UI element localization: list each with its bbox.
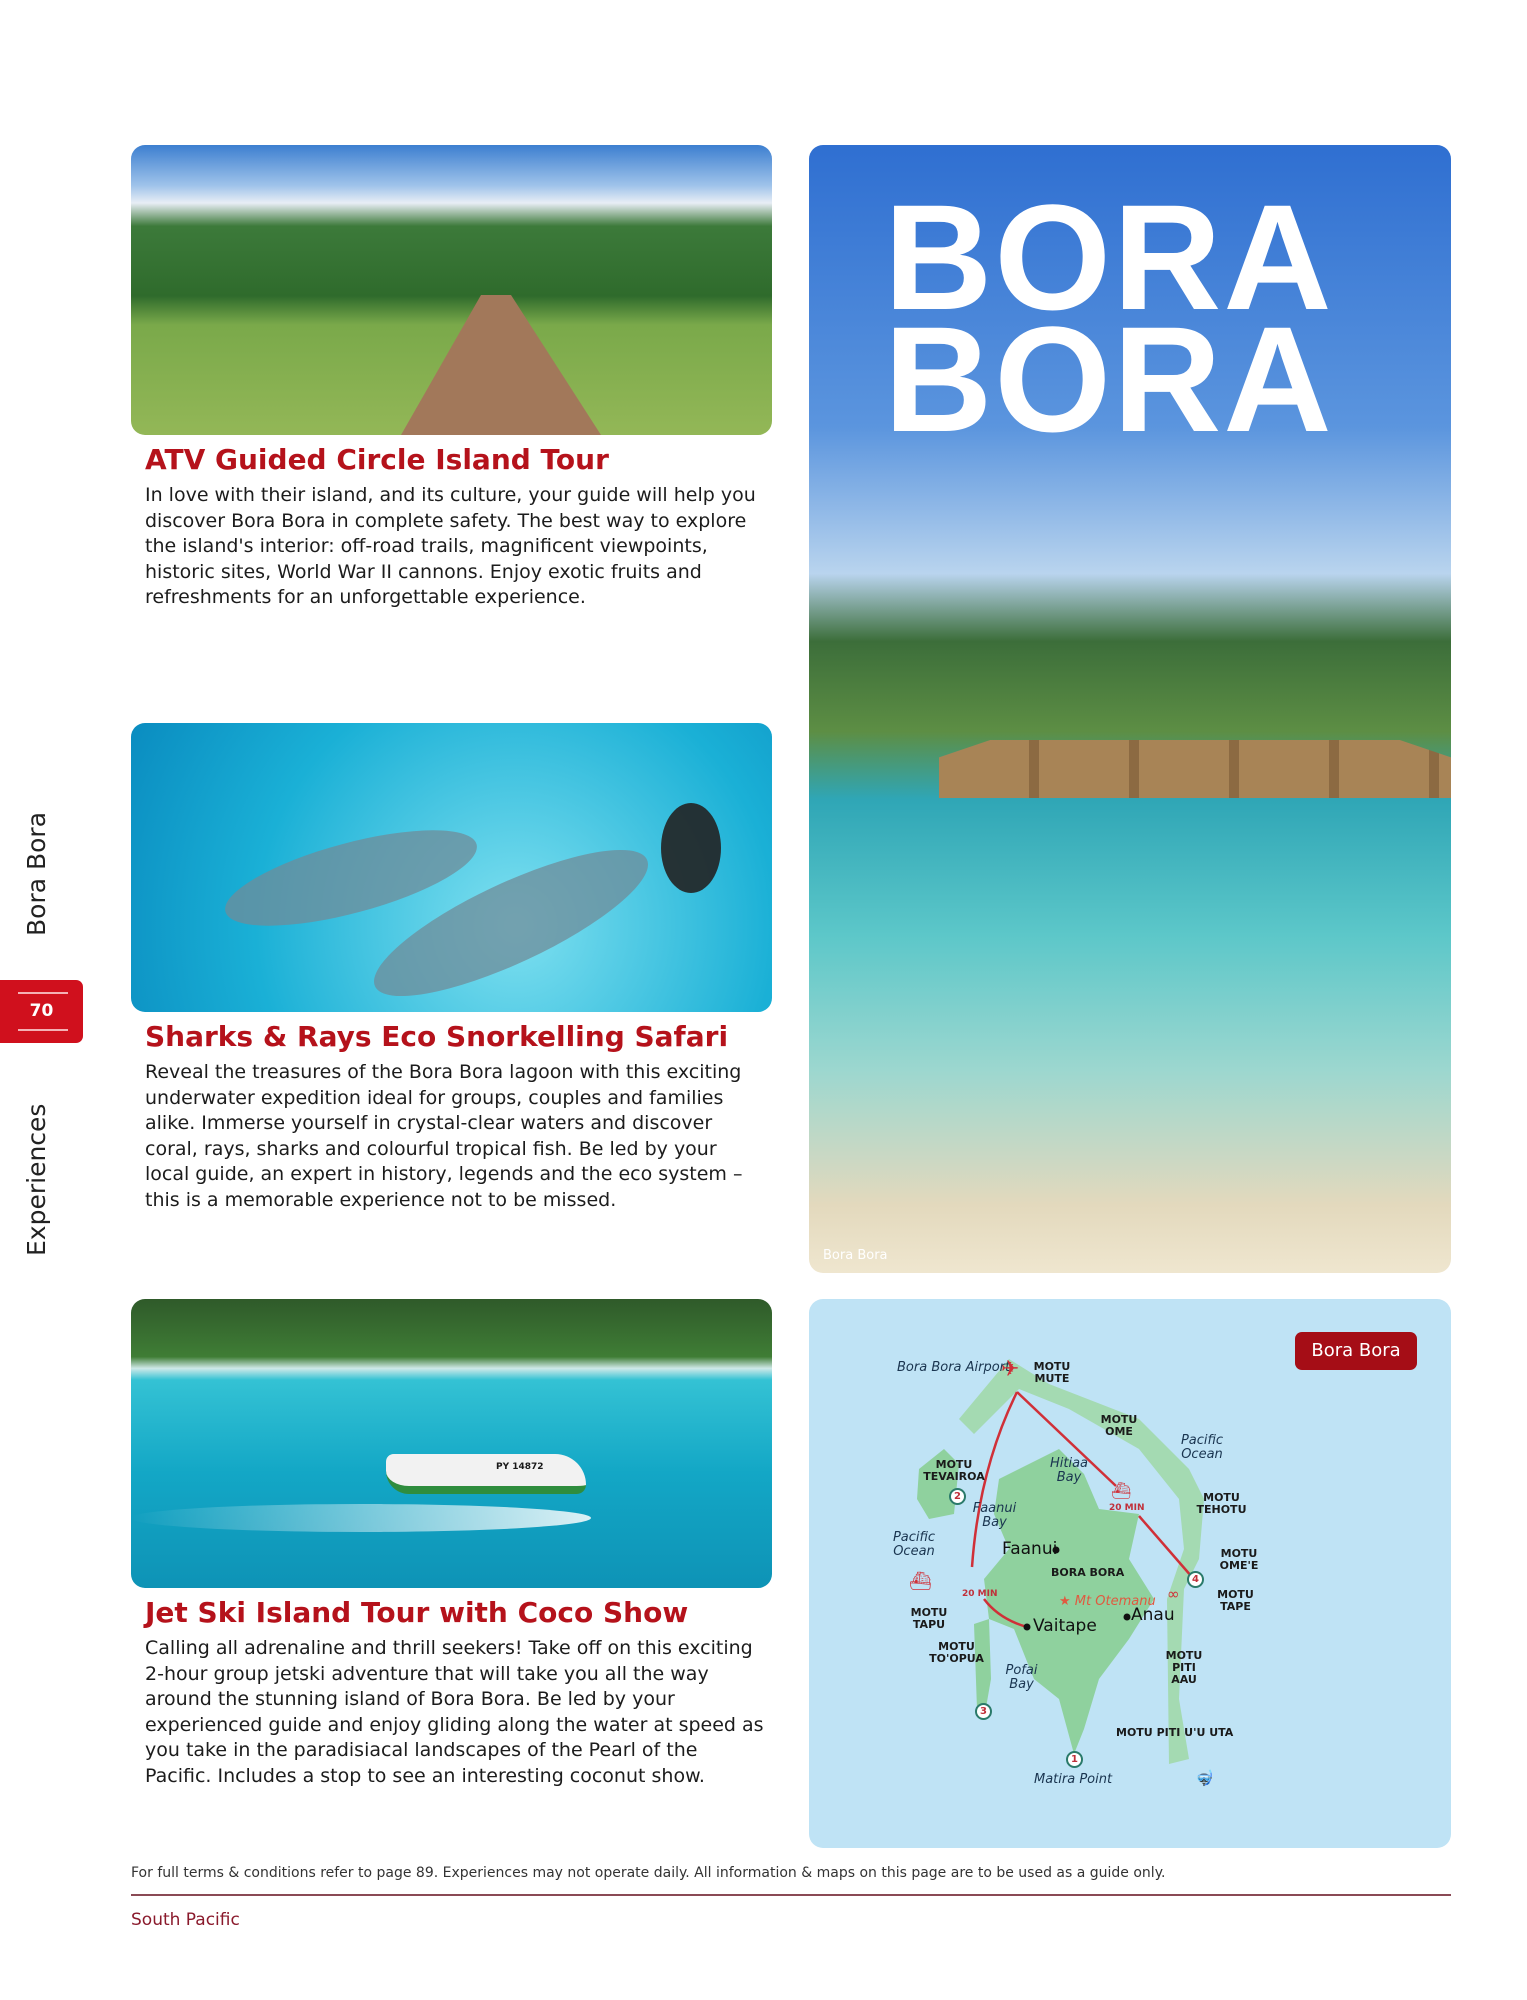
hero-title-line2: BORA — [884, 295, 1334, 463]
experience-description: Calling all adrenaline and thrill seekers! Take off on this exciting 2-hour group jetski adventure that will take you all the way around the stunning island of Bora Bora. Be led by your experienced guide and enjoy gliding along the water at speed as you take in the paradisiacal landscapes of the Pearl of the Pacific. Includes a stop to see an interesting coconut show. — [145, 1637, 764, 1787]
photo-caption: Bora Bora — [823, 1248, 888, 1263]
page-number-tab: 70 — [0, 980, 83, 1043]
mountain-label: Mt Otemanu — [1074, 1594, 1156, 1609]
map-label: Hitiaa Bay — [1049, 1456, 1089, 1485]
map-label: Pacific Ocean — [1180, 1433, 1224, 1462]
map-marker: 1 — [1066, 1751, 1083, 1768]
map-label: Pofai Bay — [1005, 1663, 1038, 1692]
map-label: Pacific Ocean — [892, 1530, 936, 1559]
map-label: MOTU OME'E — [1219, 1547, 1259, 1572]
map-graphic — [809, 1299, 1451, 1848]
map-marker: 3 — [975, 1703, 992, 1720]
diver-icon: 🤿 — [1195, 1769, 1214, 1787]
snorkel-icon: ∞ — [1167, 1585, 1180, 1603]
experience-title: Jet Ski Island Tour with Coco Show — [145, 1596, 689, 1629]
map-label: MOTU TEVAIROA — [923, 1458, 985, 1483]
bora-bora-hero-photo — [809, 145, 1451, 1273]
map-label: MOTU TO'OPUA — [929, 1640, 984, 1665]
map-label: MOTU TAPE — [1217, 1588, 1254, 1613]
map-label: MOTU MUTE — [1033, 1360, 1071, 1385]
experience-title: ATV Guided Circle Island Tour — [145, 443, 609, 476]
snorkelling-photo — [131, 723, 772, 1012]
map-label: BORA BORA — [1051, 1566, 1125, 1579]
map-label: Faanui Bay — [972, 1501, 1017, 1530]
map-marker: 2 — [949, 1488, 966, 1505]
map-town: Anau — [1131, 1605, 1175, 1625]
experience-title: Sharks & Rays Eco Snorkelling Safari — [145, 1020, 729, 1053]
atv-tour-photo — [131, 145, 772, 435]
side-category-label: Experiences — [22, 1103, 51, 1256]
side-destination-label: Bora Bora — [22, 811, 51, 936]
map-label: ★ Mt Otemanu — [1059, 1594, 1156, 1609]
map-label: MOTU OME — [1100, 1413, 1138, 1438]
footer-divider — [131, 1894, 1451, 1896]
map-town: Vaitape — [1033, 1616, 1097, 1636]
map-town: Faanui — [1002, 1539, 1058, 1559]
map-marker: 4 — [1187, 1571, 1204, 1588]
section-name: South Pacific — [131, 1910, 240, 1930]
jetski-photo — [131, 1299, 772, 1588]
map-label: MOTU TEHOTU — [1196, 1491, 1247, 1516]
terms-note: For full terms & conditions refer to page 89. Experiences may not operate daily. All information & maps on this page are to be used as a guide only. — [131, 1865, 1166, 1881]
experience-description: Reveal the treasures of the Bora Bora lagoon with this exciting underwater expedition ideal for groups, couples and families alike. Immerse yourself in crystal-clear waters and discover coral, rays, sharks and colourful tropical fish. Be led by your local guide, an expert in history, legends and the eco system – this is a memorable experience not to be missed. — [145, 1061, 743, 1211]
bora-bora-map — [809, 1299, 1451, 1848]
jetski-registration: PY 14872 — [496, 1462, 544, 1472]
map-label: Matira Point — [1034, 1772, 1113, 1787]
ferry-icon: ⛴ — [1111, 1481, 1132, 1500]
map-label: MOTU PITI AAU — [1165, 1649, 1203, 1686]
experience-description: In love with their island, and its culture, your guide will help you discover Bora Bora in complete safety. The best way to explore the island's interior: off-road trails, magnificent viewpoints, historic sites, World War II cannons. Enjoy exotic fruits and refreshments for an unforgettable experience. — [145, 484, 756, 608]
hero-title-line1: BORA — [884, 173, 1334, 341]
airplane-icon: ✈ — [1001, 1357, 1020, 1382]
ferry-icon: ⛴ — [909, 1571, 932, 1592]
map-label: MOTU TAPU — [910, 1606, 948, 1631]
map-label: MOTU PITI U'U UTA — [1116, 1726, 1234, 1739]
map-label: Bora Bora Airport — [897, 1360, 1011, 1375]
transfer-time: 20 MIN — [962, 1589, 998, 1599]
map-title-badge: Bora Bora — [1295, 1332, 1417, 1370]
transfer-time: 20 MIN — [1109, 1503, 1145, 1513]
